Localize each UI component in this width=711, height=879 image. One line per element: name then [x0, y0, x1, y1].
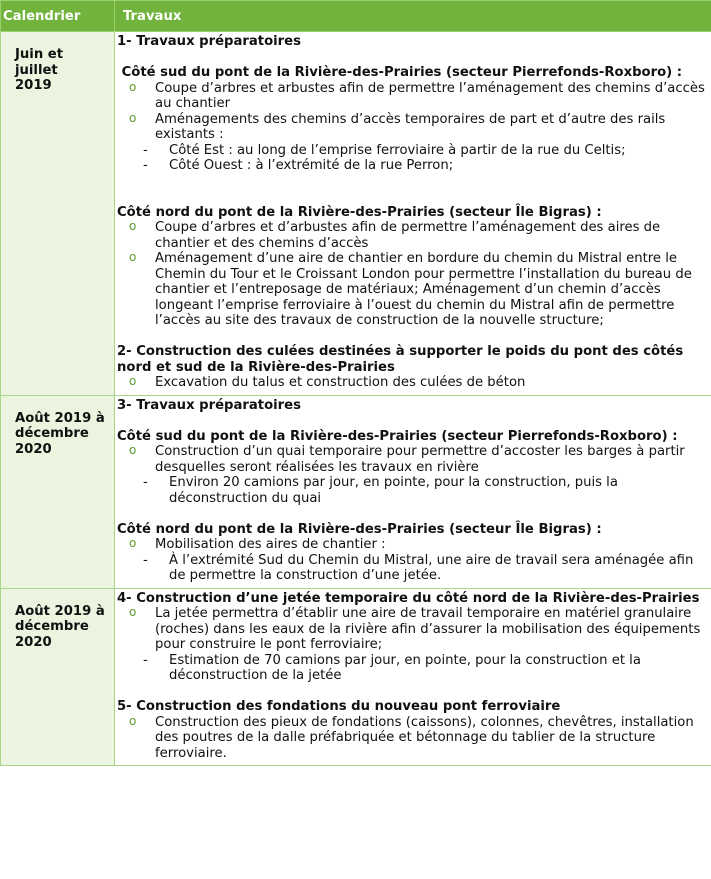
list-item: o Coupe d’arbres et d’arbustes afin de permettre l’aménagement des aires de chantier et des chemins d’accès — [129, 219, 661, 251]
list-item: - Côté Ouest : à l’extrémité de la rue Perron; — [143, 158, 454, 173]
calendar-cell — [1, 395, 115, 588]
table-row — [1, 395, 711, 588]
dash-icon: - — [143, 552, 148, 568]
dash-icon: - — [143, 158, 148, 173]
table-row — [1, 32, 711, 396]
header-calendrier: Calendrier — [1, 1, 115, 32]
header-travaux: Travaux — [115, 1, 711, 32]
bullet-icon: o — [129, 219, 137, 233]
dash-icon: - — [143, 142, 148, 158]
bullet-icon: o — [129, 110, 137, 125]
list-item: - Environ 20 camions par jour, en pointe, pour la construction, puis la déconstruction du quai — [143, 475, 618, 506]
calendar-line: Juin et juillet — [15, 47, 64, 78]
bullet-icon: o — [129, 536, 137, 550]
subsection-title: Côté sud du pont de la Rivière-des-Prairies (secteur Pierrefonds-Roxboro) : — [117, 65, 683, 80]
list-item: o Aménagement d’une aire de chantier en bordure du chemin du Mistral entre le Chemin du Tour et le Croissant London pour permettre l’installation du bureau de chantier et l’entreposage de matériaux; Aménagement d’un chemin d’accès longeant l’emprise ferroviaire à l’ouest du chemin du Mistral afin de permettre l’accès au site des travaux de construction de la nouvelle structure; — [129, 250, 692, 328]
travaux-cell — [115, 395, 711, 588]
subsection-title: Côté nord du pont de la Rivière-des-Prairies (secteur Île Bigras) : — [117, 204, 602, 220]
subsection-title: Côté nord du pont de la Rivière-des-Prairies (secteur Île Bigras) : — [117, 521, 602, 537]
calendar-line: Août 2019 à — [15, 410, 105, 426]
list-item: o Construction d’un quai temporaire pour permettre d’accoster les barges à partir desquelles seront réalisées les travaux en rivière — [129, 443, 685, 475]
calendar-cell — [1, 588, 115, 766]
list-item: o La jetée permettra d’établir une aire de travail temporaire en matériel granulaire (roches) dans les eaux de la rivière afin d’assurer la mobilisation des équipements pour construire le pont ferroviaire; — [129, 605, 701, 652]
list-item: - Estimation de 70 camions par jour, en pointe, pour la construction et la déconstruction de la jetée — [143, 652, 641, 683]
bullet-icon: o — [129, 79, 137, 94]
travaux-cell — [115, 32, 711, 396]
calendar-line: décembre — [15, 619, 89, 634]
bullet-icon: o — [129, 713, 137, 728]
list-item: o Mobilisation des aires de chantier : — [129, 536, 386, 552]
travaux-cell — [115, 588, 711, 766]
calendar-line: 2019 — [15, 78, 52, 93]
list-item: o Aménagements des chemins d’accès temporaires de part et d’autre des rails existants : — [129, 110, 666, 142]
table-row — [1, 588, 711, 766]
subsection-title: Côté sud du pont de la Rivière-des-Prairies (secteur Pierrefonds-Roxboro) : — [117, 428, 678, 444]
list-item: - À l’extrémité Sud du Chemin du Mistral, une aire de travail sera aménagée afin de permettre la construction d’une jetée. — [143, 552, 694, 583]
bullet-icon: o — [129, 605, 137, 619]
dash-icon: - — [143, 652, 148, 668]
list-item: o Excavation du talus et construction des culées de béton — [129, 374, 526, 390]
calendar-cell — [1, 32, 115, 396]
bullet-icon: o — [129, 250, 137, 264]
section-title: 4- Construction d’une jetée temporaire du côté nord de la Rivière-des-Prairies — [117, 590, 700, 606]
calendar-line: 2020 — [15, 441, 52, 457]
dash-icon: - — [143, 475, 148, 490]
list-item: - Côté Est : au long de l’emprise ferroviaire à partir de la rue du Celtis; — [143, 142, 626, 158]
bullet-icon: o — [129, 443, 137, 457]
list-item: o Coupe d’arbres et arbustes afin de permettre l’aménagement des chemins d’accès au chantier — [129, 79, 705, 111]
section-title: 1- Travaux préparatoires — [117, 34, 301, 49]
bullet-icon: o — [129, 374, 137, 388]
section-title: 3- Travaux préparatoires — [117, 397, 301, 413]
calendar-line: Août 2019 à — [15, 603, 105, 619]
section-title: 2- Construction des culées destinées à supporter le poids du pont des côtés nord et sud de la Rivière-des-Prairies — [117, 344, 684, 375]
header-row — [1, 1, 711, 32]
calendar-line: 2020 — [15, 634, 52, 650]
list-item: o Construction des pieux de fondations (caissons), colonnes, chevêtres, installation des poutres de la dalle préfabriquée et bétonnage du tablier de la structure ferroviaire. — [129, 713, 694, 761]
section-title: 5- Construction des fondations du nouveau pont ferroviaire — [117, 699, 561, 714]
calendar-line: décembre — [15, 426, 89, 441]
